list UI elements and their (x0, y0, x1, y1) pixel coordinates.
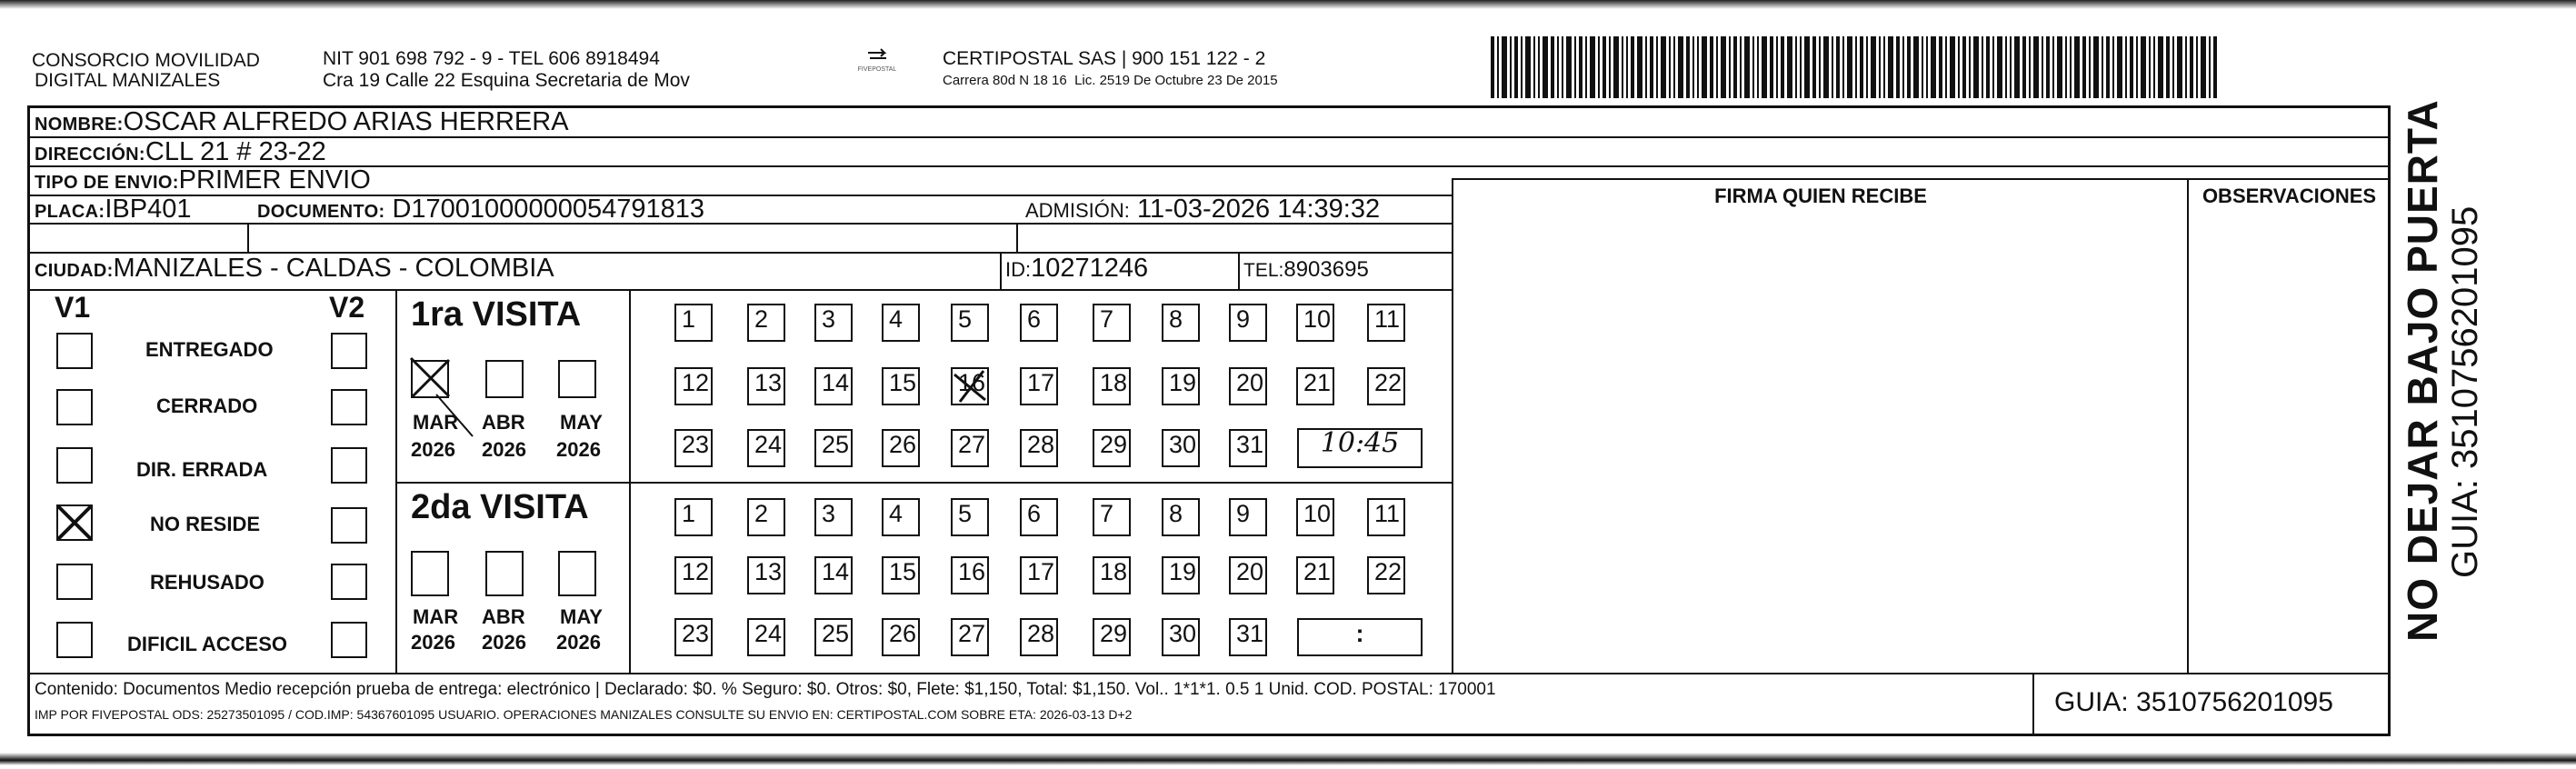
day-number: 17 (1027, 369, 1055, 396)
visit2-day-16[interactable] (951, 556, 989, 594)
visit1-day-18[interactable] (1093, 367, 1131, 405)
visit2-day-9[interactable] (1229, 498, 1267, 536)
day-number: 23 (682, 431, 710, 458)
visit1-time-value: 10:45 (1320, 427, 1400, 459)
visit1-day-19[interactable] (1162, 367, 1200, 405)
day-number: 19 (1169, 558, 1197, 585)
day-number: 6 (1027, 500, 1042, 527)
day-number: 13 (754, 558, 783, 585)
day-number: 4 (889, 500, 904, 527)
visit1-month-may-checkbox[interactable] (558, 360, 596, 398)
row-line (29, 289, 1452, 291)
day-number: 14 (822, 369, 850, 396)
visit1-day-12[interactable] (674, 367, 713, 405)
visit2-day-18[interactable] (1093, 556, 1131, 594)
visit2-day-3[interactable] (814, 498, 853, 536)
nombre-row (35, 106, 569, 140)
top-edge (0, 0, 2576, 9)
visit1-day-25[interactable] (814, 429, 853, 467)
status-label-rehusado: REHUSADO (150, 571, 265, 594)
v2-checkbox-entregado[interactable] (331, 333, 367, 369)
visit1-day-7[interactable] (1093, 304, 1131, 342)
visit1-month-mar: MAR (413, 411, 459, 434)
status-label-no-reside: NO RESIDE (150, 513, 261, 535)
visit1-day-14[interactable] (814, 367, 853, 405)
visit1-day-27[interactable] (951, 429, 989, 467)
visit2-month-may-checkbox[interactable] (558, 551, 596, 596)
visit2-day-1[interactable] (674, 498, 713, 536)
status-label-dificil-acceso: DIFICIL ACCESO (127, 633, 288, 655)
day-number: 24 (754, 620, 783, 647)
visit1-month-abr: ABR (482, 411, 525, 434)
col-line (1000, 252, 1002, 289)
day-number: 21 (1303, 558, 1332, 585)
day-number: 21 (1303, 369, 1332, 396)
visit-divider (395, 482, 1452, 484)
visit2-day-7[interactable] (1093, 498, 1131, 536)
tel-cell (1243, 255, 1369, 286)
v2-label: V2 (329, 291, 365, 324)
day-number: 14 (822, 558, 850, 585)
visit1-day-17[interactable] (1020, 367, 1058, 405)
day-number: 7 (1100, 500, 1114, 527)
day-number: 11 (1374, 500, 1401, 527)
nit-line: NIT 901 698 792 - 9 - TEL 606 8918494 (323, 48, 660, 69)
signature-area[interactable] (1454, 209, 2185, 671)
visit2-year-may: 2026 (556, 631, 601, 654)
visit1-day-2[interactable] (747, 304, 785, 342)
col-line (1016, 223, 1018, 252)
visit2-month-mar-checkbox[interactable] (411, 551, 449, 596)
visit1-day-23[interactable] (674, 429, 713, 467)
v1-checkbox-rehusado[interactable] (56, 564, 93, 600)
v2-checkbox-cerrado[interactable] (331, 389, 367, 425)
visit2-day-15[interactable] (882, 556, 920, 594)
col-line (1452, 178, 1453, 673)
visit2-day-20[interactable] (1229, 556, 1267, 594)
side-warning: NO DEJAR BAJO PUERTA (2399, 99, 2446, 642)
col-line (395, 289, 397, 673)
fivepostal-logo: FIVEPOSTAL (854, 47, 900, 84)
visit2-day-6[interactable] (1020, 498, 1058, 536)
id-label: ID: (1005, 258, 1032, 281)
day-number: 24 (754, 431, 783, 458)
visit2-month-abr: ABR (482, 605, 525, 628)
company-name-line2: DIGITAL MANIZALES (35, 70, 221, 91)
placa-value: IBP401 (105, 195, 192, 224)
company-address: Cra 19 Calle 22 Esquina Secretaria de Mov (323, 70, 690, 91)
day-number: 19 (1169, 369, 1197, 396)
row-line (29, 165, 2389, 167)
visit1-day-22[interactable] (1367, 367, 1405, 405)
visit2-month-mar: MAR (413, 605, 459, 628)
row-line (1452, 178, 2389, 180)
visit2-day-22[interactable] (1367, 556, 1405, 594)
visit1-day-15[interactable] (882, 367, 920, 405)
v1-checkbox-cerrado[interactable] (56, 389, 93, 425)
id-cell (1005, 253, 1148, 285)
visit1-title: 1ra VISITA (411, 295, 582, 334)
visit1-day-8[interactable] (1162, 304, 1200, 342)
day-number: 22 (1374, 369, 1403, 396)
visit1-day-4[interactable] (882, 304, 920, 342)
visit2-day-21[interactable] (1296, 556, 1334, 594)
v1-checkbox-dificil-acceso[interactable] (56, 622, 93, 658)
visit1-month-may: MAY (560, 411, 603, 434)
visit1-day-5[interactable] (951, 304, 989, 342)
day-number: 9 (1236, 305, 1251, 333)
status-label-cerrado: CERRADO (156, 394, 258, 417)
day-number: 27 (958, 620, 986, 647)
day-number: 1 (682, 305, 696, 333)
v2-checkbox-no-reside[interactable] (331, 507, 367, 544)
visit2-day-13[interactable] (747, 556, 785, 594)
visit1-day-28[interactable] (1020, 429, 1058, 467)
day-number: 5 (958, 500, 973, 527)
v2-checkbox-rehusado[interactable] (331, 564, 367, 600)
visit1-day-24[interactable] (747, 429, 785, 467)
day-number: 25 (822, 431, 850, 458)
day-number: 26 (889, 431, 917, 458)
visit2-day-24[interactable] (747, 618, 785, 656)
visit1-day-9[interactable] (1229, 304, 1267, 342)
visit2-day-28[interactable] (1020, 618, 1058, 656)
day-number: 30 (1169, 620, 1197, 647)
col-line (2187, 178, 2189, 673)
visit2-day-10[interactable] (1296, 498, 1334, 536)
visit1-year-mar: 2026 (411, 438, 455, 461)
day-number: 26 (889, 620, 917, 647)
direccion-value: CLL 21 # 23-22 (145, 137, 326, 166)
visit1-day-1[interactable] (674, 304, 713, 342)
visit2-day-11[interactable] (1367, 498, 1405, 536)
documento-cell (257, 194, 704, 227)
visit1-day-31[interactable] (1229, 429, 1267, 467)
visit1-day-6[interactable] (1020, 304, 1058, 342)
certipostal-address: Carrera 80d N 18 16 Lic. 2519 De Octubre 23 De 2015 (943, 73, 1278, 88)
company-name-line1: CONSORCIO MOVILIDAD (32, 50, 260, 71)
day-number: 3 (822, 305, 836, 333)
day-number: 12 (682, 558, 710, 585)
visit2-day-31[interactable] (1229, 618, 1267, 656)
day-number: 10 (1303, 305, 1332, 333)
col-line (2032, 673, 2034, 736)
visit2-day-19[interactable] (1162, 556, 1200, 594)
visit2-month-may: MAY (560, 605, 603, 628)
placa-cell (35, 194, 192, 227)
visit2-day-17[interactable] (1020, 556, 1058, 594)
documento-value: D17001000000054791813 (392, 195, 704, 224)
visit2-day-26[interactable] (882, 618, 920, 656)
visit1-year-may: 2026 (556, 438, 601, 461)
day-number: 31 (1236, 431, 1264, 458)
day-number: 9 (1236, 500, 1251, 527)
day-number: 17 (1027, 558, 1055, 585)
bottom-edge (0, 753, 2576, 765)
visit2-day-30[interactable] (1162, 618, 1200, 656)
v1-checkbox-entregado[interactable] (56, 333, 93, 369)
certipostal-title: CERTIPOSTAL SAS | 900 151 122 - 2 (943, 48, 1266, 69)
visit1-day-3[interactable] (814, 304, 853, 342)
tel-label: TEL: (1243, 260, 1284, 281)
visit2-time-value: : (1355, 620, 1364, 647)
footer-imp-line: IMP POR FIVEPOSTAL ODS: 25273501095 / COD.IMP: 54367601095 USUARIO. OPERACIONES MANIZALES CONSULTE SU ENVIO EN: CERTIPOSTAL.COM SOBRE ETA: 2026-03-13 D+2 (35, 707, 1133, 722)
status-label-dir-errada: DIR. ERRADA (136, 458, 268, 481)
visit2-day-5[interactable] (951, 498, 989, 536)
day-number: 2 (754, 500, 769, 527)
day-number: 1 (682, 500, 696, 527)
visit1-year-abr: 2026 (482, 438, 526, 461)
col-line (247, 223, 249, 252)
admision-label: ADMISIÓN: (1025, 199, 1130, 222)
visit2-day-23[interactable] (674, 618, 713, 656)
direccion-label: DIRECCIÓN: (35, 145, 145, 165)
visit2-title: 2da VISITA (411, 488, 589, 526)
day-number: 11 (1374, 305, 1401, 333)
day-number: 2 (754, 305, 769, 333)
footer-guia: GUIA: 3510756201095 (2054, 687, 2333, 717)
ciudad-value: MANIZALES - CALDAS - COLOMBIA (113, 254, 554, 283)
status-label-entregado: ENTREGADO (145, 338, 274, 361)
nombre-value: OSCAR ALFREDO ARIAS HERRERA (123, 107, 569, 136)
visit1-day-10[interactable] (1296, 304, 1334, 342)
day-number: 12 (682, 369, 710, 396)
day-number: 15 (889, 558, 917, 585)
firma-header: FIRMA QUIEN RECIBE (1714, 185, 1927, 207)
day-number: 29 (1100, 431, 1128, 458)
day-number: 22 (1374, 558, 1403, 585)
visit1-day-26[interactable] (882, 429, 920, 467)
observaciones-header: OBSERVACIONES (2202, 185, 2377, 207)
visit2-day-8[interactable] (1162, 498, 1200, 536)
visit2-day-14[interactable] (814, 556, 853, 594)
day-number: 4 (889, 305, 904, 333)
ciudad-cell (35, 253, 554, 286)
footer-content-line: Contenido: Documentos Medio recepción prueba de entrega: electrónico | Declarado: $0. % Seguro: $0. Otros: $0, Flete: $1,150, Total: $1,150. Vol.. 1*1*1. 0.5 1 Unid. COD. POSTAL: 170001 (35, 680, 1496, 699)
day-number: 20 (1236, 369, 1264, 396)
day-number: 28 (1027, 620, 1055, 647)
day-number: 10 (1303, 500, 1332, 527)
visit1-month-mar-checkbox[interactable] (411, 360, 449, 398)
visit2-month-abr-checkbox[interactable] (485, 551, 524, 596)
visit2-year-mar: 2026 (411, 631, 455, 654)
row-line (29, 673, 2389, 674)
day-number: 30 (1169, 431, 1197, 458)
placa-label: PLACA: (35, 202, 105, 222)
visit2-day-25[interactable] (814, 618, 853, 656)
day-number: 18 (1100, 558, 1128, 585)
visit1-day-20[interactable] (1229, 367, 1267, 405)
visit2-day-29[interactable] (1093, 618, 1131, 656)
tipo-envio-label: TIPO DE ENVIO: (35, 173, 179, 193)
day-number: 23 (682, 620, 710, 647)
day-number: 8 (1169, 305, 1183, 333)
visit1-day-13[interactable] (747, 367, 785, 405)
documento-label: DOCUMENTO: (257, 202, 385, 222)
day-number: 18 (1100, 369, 1128, 396)
day-number: 8 (1169, 500, 1183, 527)
visit2-day-2[interactable] (747, 498, 785, 536)
id-value: 10271246 (1031, 254, 1149, 283)
col-line (1238, 252, 1240, 289)
visit2-day-4[interactable] (882, 498, 920, 536)
day-number: 15 (889, 369, 917, 396)
admision-cell (1025, 194, 1380, 226)
day-number: 6 (1027, 305, 1042, 333)
ciudad-label: CIUDAD: (35, 261, 114, 281)
tipo-envio-value: PRIMER ENVIO (178, 165, 371, 195)
v2-checkbox-dir-errada[interactable] (331, 447, 367, 484)
day-number: 31 (1236, 620, 1264, 647)
day-number: 13 (754, 369, 783, 396)
visit1-day-29[interactable] (1093, 429, 1131, 467)
day-number: 27 (958, 431, 986, 458)
visit1-day-21[interactable] (1296, 367, 1334, 405)
visit1-day-30[interactable] (1162, 429, 1200, 467)
tel-value: 8903695 (1283, 257, 1369, 282)
admision-value: 11-03-2026 14:39:32 (1136, 195, 1381, 224)
visit1-day-11[interactable] (1367, 304, 1405, 342)
visit1-time-box[interactable] (1297, 428, 1423, 468)
col-line (629, 289, 631, 673)
day-number: 25 (822, 620, 850, 647)
day-number: 5 (958, 305, 973, 333)
side-guia: GUIA: 3510756201095 (2445, 205, 2485, 578)
visit1-day-16[interactable] (951, 367, 989, 405)
day-number: 3 (822, 500, 836, 527)
check-cross-icon (56, 504, 93, 541)
day-number: 20 (1236, 558, 1264, 585)
visit2-time-box[interactable] (1297, 618, 1423, 656)
v2-checkbox-dificil-acceso[interactable] (331, 622, 367, 658)
day-number: 29 (1100, 620, 1128, 647)
visit2-day-27[interactable] (951, 618, 989, 656)
v1-checkbox-no-reside[interactable] (56, 504, 93, 541)
cross-mark-icon (951, 367, 989, 405)
nombre-label: NOMBRE: (35, 115, 124, 135)
observaciones-area[interactable] (2190, 209, 2387, 671)
visit1-month-abr-checkbox[interactable] (485, 360, 524, 398)
day-number: 28 (1027, 431, 1055, 458)
barcode (1491, 36, 2218, 98)
day-number: 16 (958, 369, 986, 396)
day-number: 7 (1100, 305, 1114, 333)
visit2-day-12[interactable] (674, 556, 713, 594)
v1-label: V1 (55, 291, 91, 324)
v1-checkbox-dir-errada[interactable] (56, 447, 93, 484)
day-number: 16 (958, 558, 986, 585)
visit2-year-abr: 2026 (482, 631, 526, 654)
